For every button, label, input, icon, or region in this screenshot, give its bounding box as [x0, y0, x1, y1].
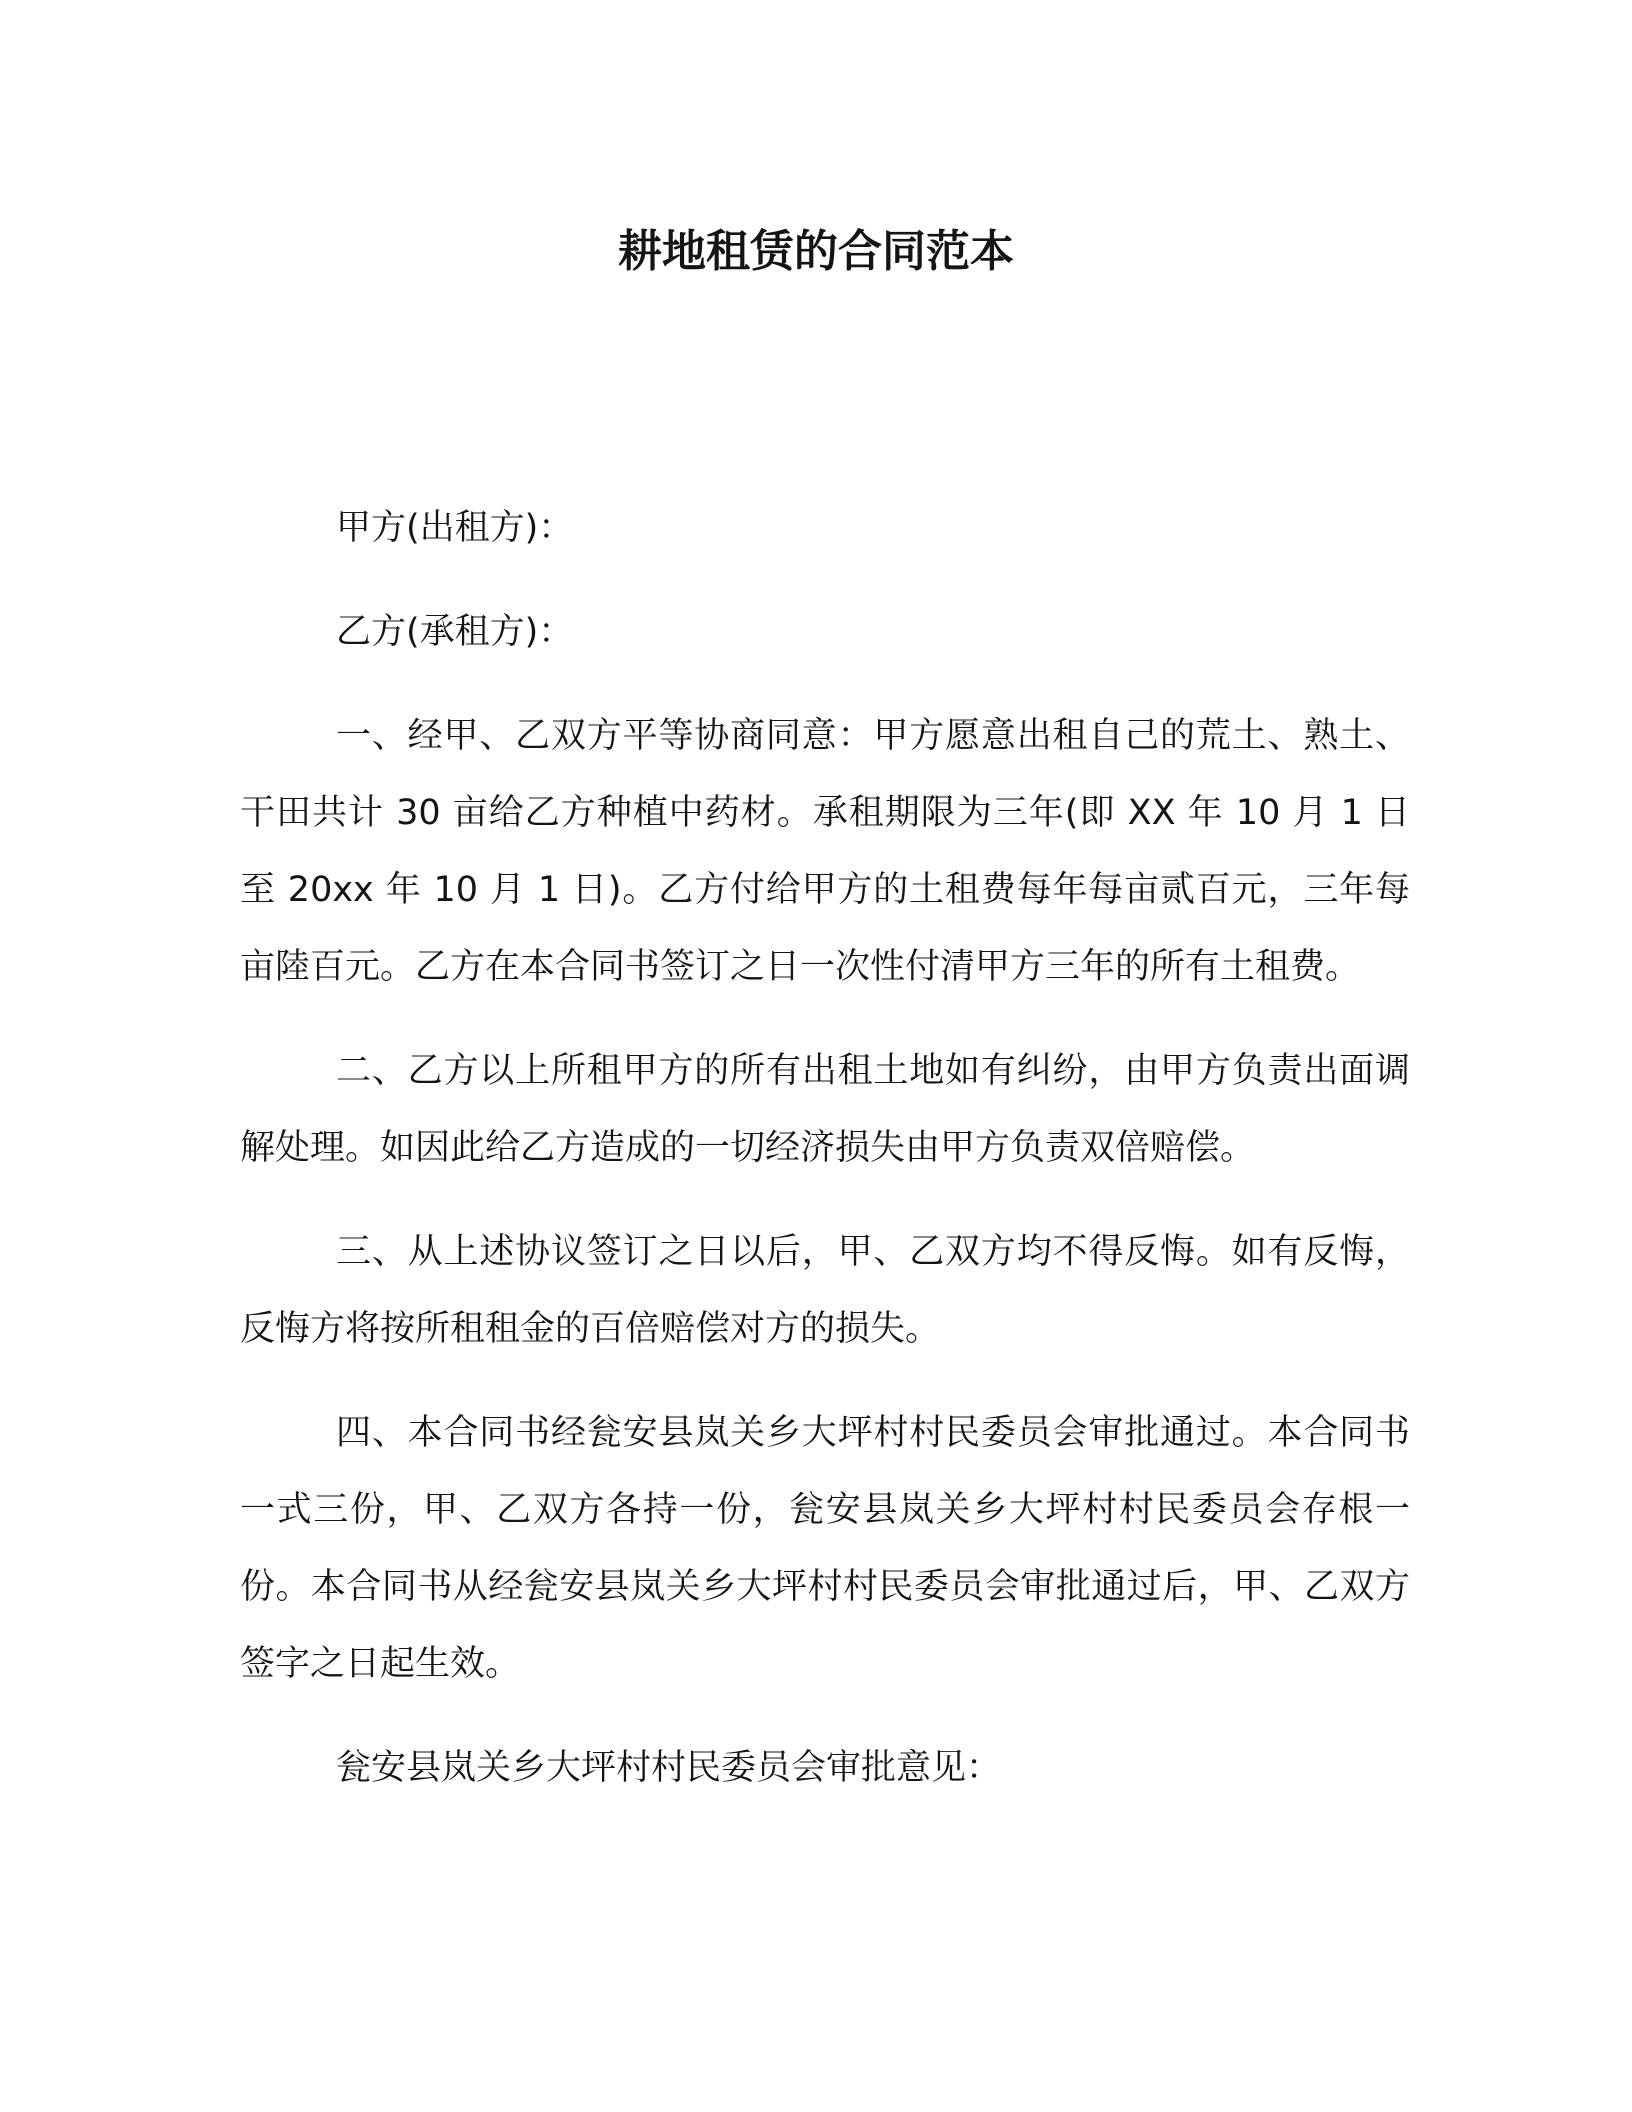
document-title: 耕地租赁的合同范本: [618, 226, 1014, 277]
clause-1: 一、经甲、乙双方平等协商同意：甲方愿意出租自己的荒土、熟土、干田共计 30 亩给乙方种植中药材。承租期限为三年(即 XX 年 10 月 1 日至 20xx 年 10 月 1 日)。乙方付给甲方的土租费每年每亩贰百元，三年每亩陸百元。乙方在本合同书签订之日一次性付清甲方三年的所有土租费。: [240, 716, 1410, 987]
party-b-line: 乙方(承租方)：: [336, 612, 574, 652]
clause-3: 三、从上述协议签订之日以后，甲、乙双方均不得反悔。如有反悔，反悔方将按所租租金的百倍赔偿对方的损失。: [240, 1232, 1410, 1349]
clause-2: 二、乙方以上所租甲方的所有出租土地如有纠纷，由甲方负责出面调解处理。如因此给乙方造成的一切经济损失由甲方负责双倍赔偿。: [240, 1051, 1410, 1168]
clause-4: 四、本合同书经瓮安县岚关乡大坪村村民委员会审批通过。本合同书一式三份，甲、乙双方各持一份，瓮安县岚关乡大坪村村民委员会存根一份。本合同书从经瓮安县岚关乡大坪村村民委员会审批通过后，甲、乙双方签字之日起生效。: [240, 1413, 1410, 1684]
approval-line: 瓮安县岚关乡大坪村村民委员会审批意见：: [336, 1748, 1002, 1788]
document-body: [240, 490, 1410, 1834]
party-a-line: 甲方(出租方)：: [336, 508, 574, 548]
